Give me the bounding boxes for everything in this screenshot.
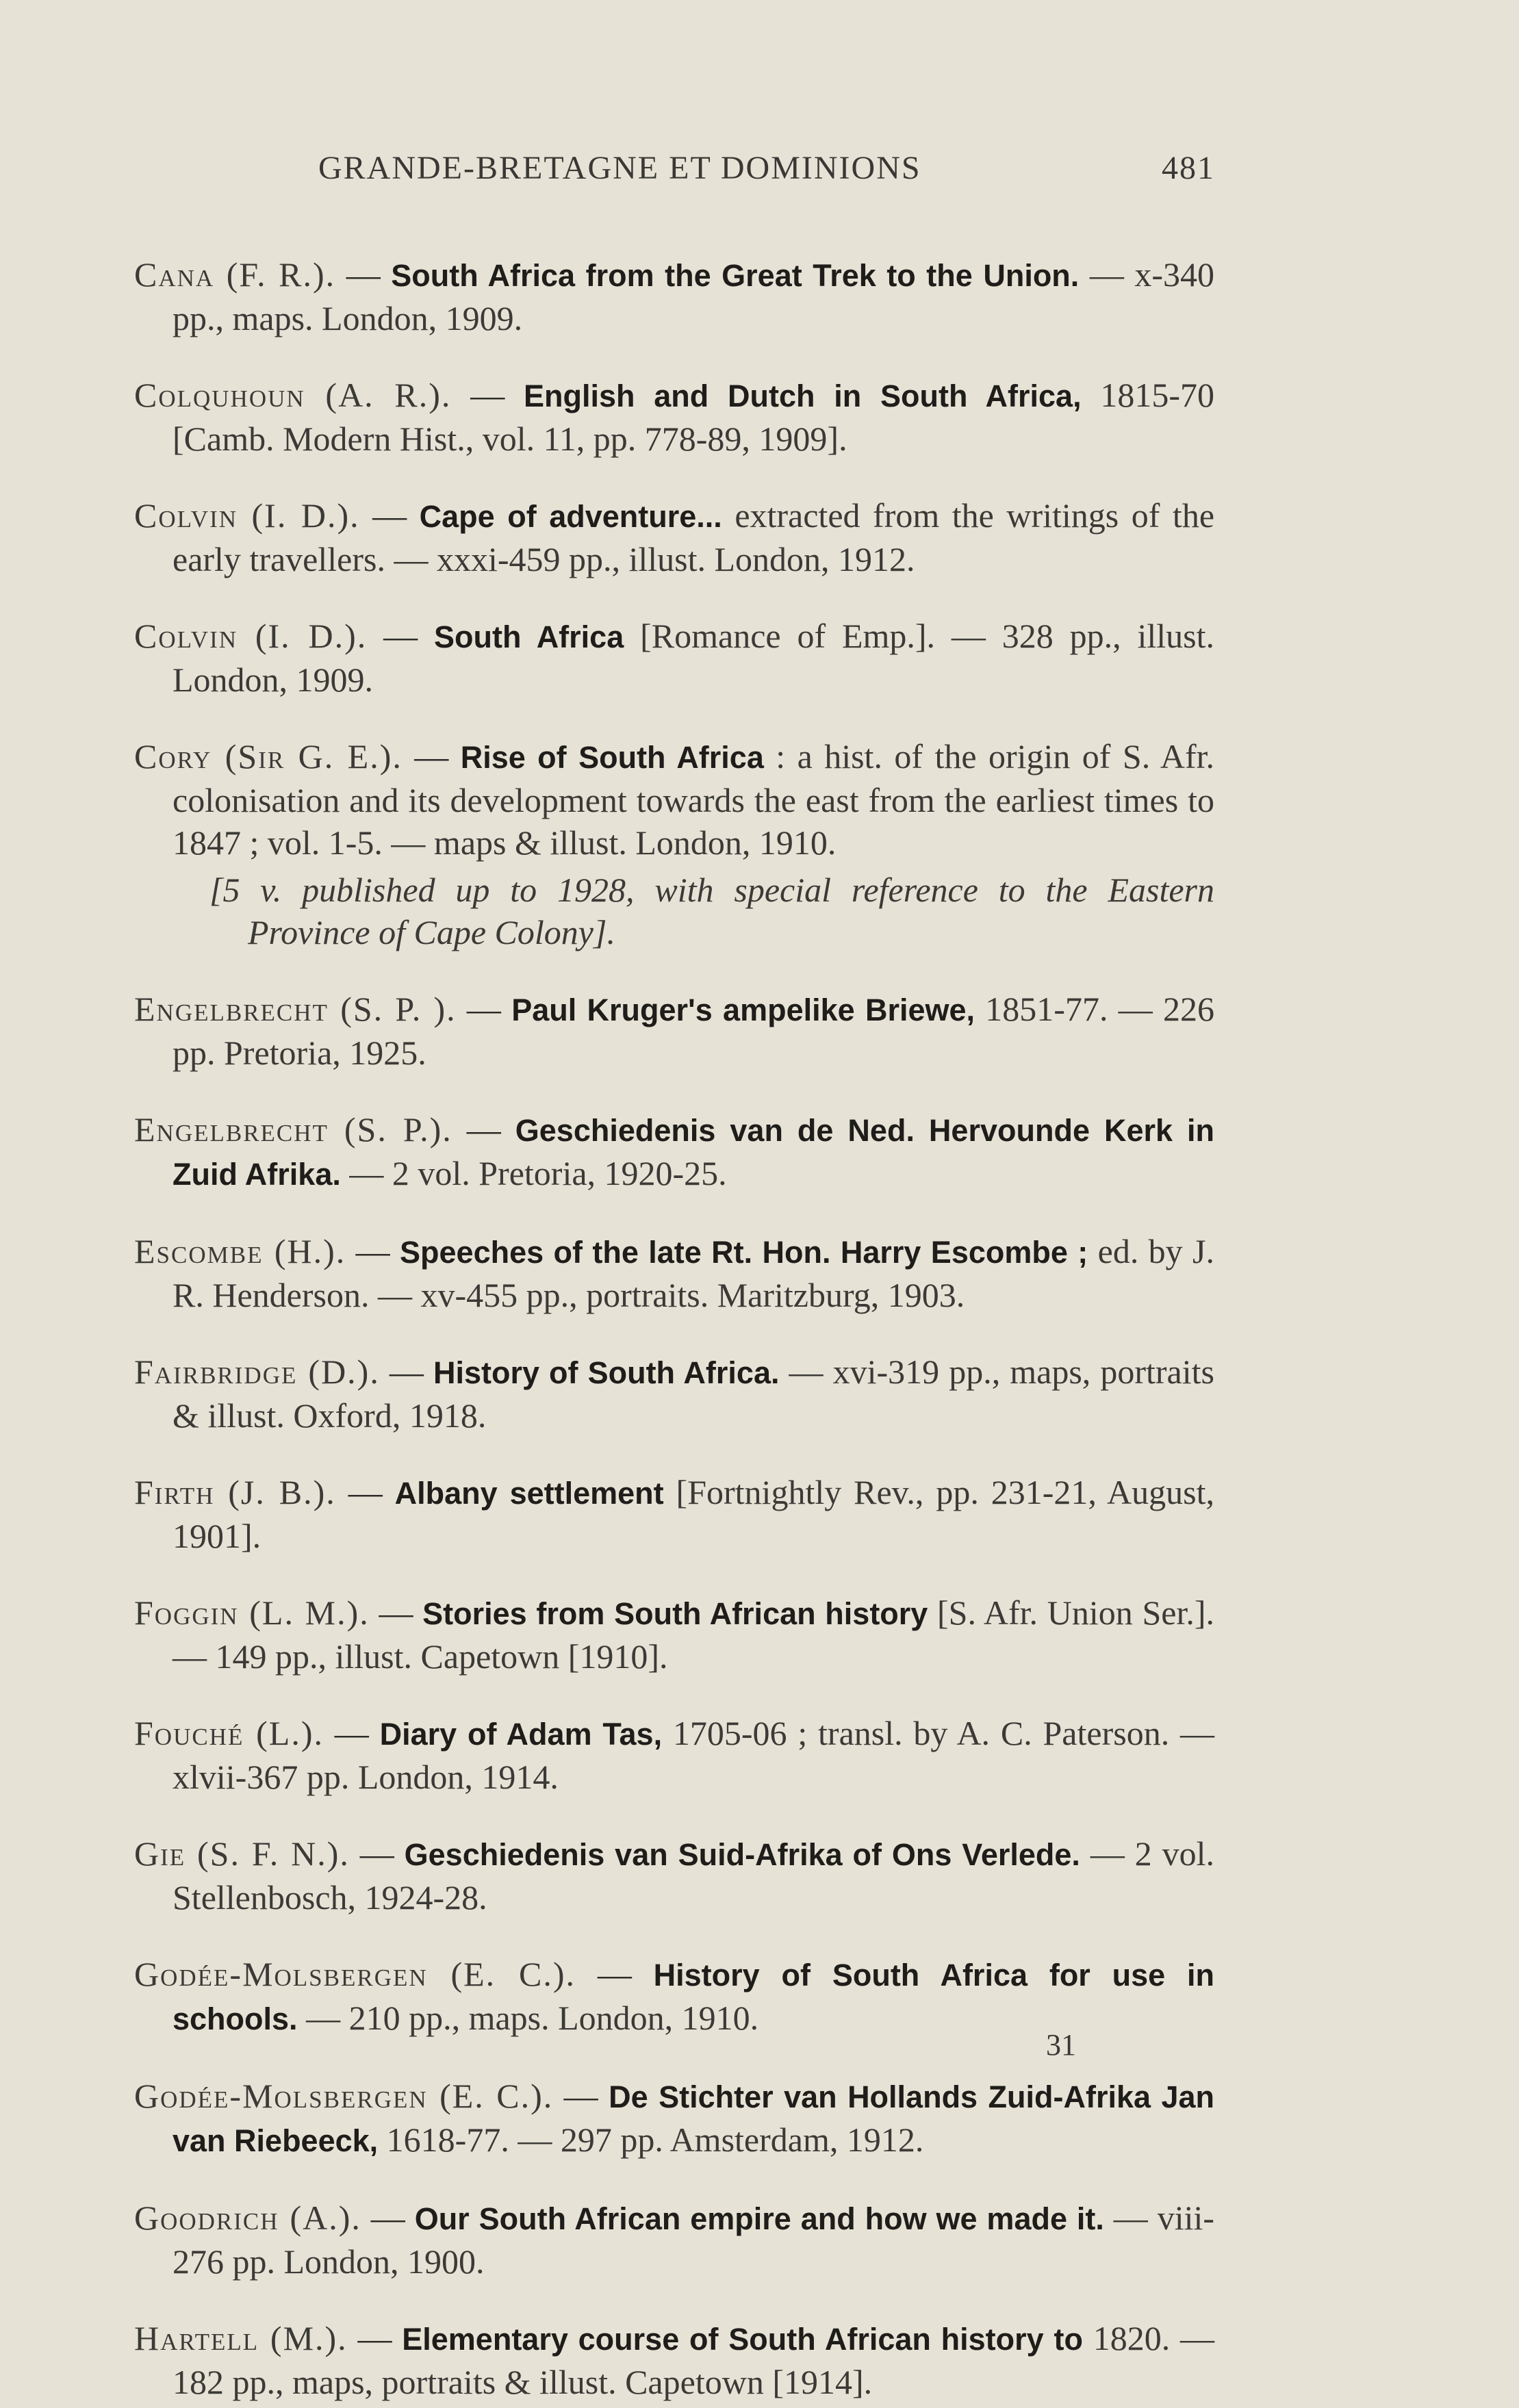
- entry-title: Albany settlement: [394, 1476, 664, 1511]
- entry-note: [5 v. published up to 1928, with special reference to the Eastern Province of Cape Colony].: [209, 871, 1214, 951]
- entry-author: Cana (F. R.).: [134, 255, 336, 294]
- entry-author: Firth (J. B.).: [134, 1473, 336, 1511]
- entry-details: — xvi-319 pp., maps, portraits & illust. Oxford, 1918.: [173, 1353, 1214, 1435]
- entry-author: Fairbridge (D.).: [134, 1353, 380, 1391]
- entry-title: South Africa: [434, 619, 624, 654]
- entry-author: Colquhoun (A. R.).: [134, 376, 452, 414]
- entry-details: [Fortnightly Rev., pp. 231-21, August, 1901].: [173, 1473, 1214, 1555]
- entry-author: Foggin (L. M.).: [134, 1593, 370, 1632]
- entry-author: Godée-Molsbergen (E. C.).: [134, 1955, 576, 1993]
- bibliography-entry: Foggin (L. M.). — Stories from South African history [S. Afr. Union Ser.]. — 149 pp., illust. Capetown [1910].: [134, 1593, 1214, 1676]
- entry-details: 1618-77. — 297 pp. Amsterdam, 1912.: [378, 2121, 924, 2159]
- entry-title: Rise of South Africa: [460, 740, 764, 775]
- entry-author: Goodrich (A.).: [134, 2199, 361, 2237]
- entry-title: Speeches of the late Rt. Hon. Harry Escombe ;: [400, 1235, 1088, 1270]
- entry-details: : a hist. of the origin of S. Afr. colonisation and its development towards the east from the earliest times to 1847 ; vol. 1-5. — maps & illust. London, 1910.: [173, 737, 1215, 862]
- entry-details: 1705-06 ; transl. by A. C. Paterson. — xlvii-367 pp. London, 1914.: [173, 1714, 1214, 1796]
- entry-details: — 2 vol. Stellenbosch, 1924-28.: [173, 1834, 1215, 1917]
- bibliography-entry: Gie (S. F. N.). — Geschiedenis van Suid-Afrika of Ons Verlede. — 2 vol. Stellenbosch, 1924-28.: [134, 1834, 1215, 1917]
- entry-author: Colvin (I. D.).: [134, 617, 368, 655]
- bibliography-entry: Hartell (M.). — Elementary course of South African history to 1820. — 182 pp., maps, portraits & illust. Capetown [1914].: [134, 2319, 1215, 2401]
- entry-details: ed. by J. R. Henderson. — xv-455 pp., portraits. Maritzburg, 1903.: [173, 1232, 1215, 1314]
- signature-mark: 31: [1046, 2028, 1076, 2062]
- bibliography-entry: Firth (J. B.). — Albany settlement [Fortnightly Rev., pp. 231-21, August, 1901].: [134, 1473, 1214, 1555]
- entry-author: Godée-Molsbergen (E. C.).: [134, 2077, 554, 2115]
- bibliography-entry: Colvin (I. D.). — Cape of adventure... extracted from the writings of the early travellers. — xxxi-459 pp., illust. London, 1912.: [134, 496, 1215, 578]
- entry-author: Gie (S. F. N.).: [134, 1834, 350, 1873]
- bibliography-entry: Godée-Molsbergen (E. C.). — De Stichter van Hollands Zuid-Afrika Jan van Riebeeck, 1618-77. — 297 pp. Amsterdam, 1912.: [134, 2077, 1215, 2159]
- entry-author: Hartell (M.).: [134, 2319, 348, 2357]
- entry-title: History of South Africa for use in schools.: [173, 1958, 1215, 2036]
- entry-title: History of South Africa.: [433, 1355, 780, 1390]
- entry-details: — viii-276 pp. London, 1900.: [173, 2199, 1215, 2281]
- entry-title: Diary of Adam Tas,: [379, 1717, 663, 1752]
- entry-title: English and Dutch in South Africa,: [523, 379, 1082, 413]
- bibliography-entry: Escombe (H.). — Speeches of the late Rt. Hon. Harry Escombe ; ed. by J. R. Henderson. — xv-455 pp., portraits. Maritzburg, 1903.: [134, 1232, 1215, 1314]
- header-title: GRANDE-BRETAGNE ET DOMINIONS: [318, 150, 921, 186]
- bibliography-entry: Engelbrecht (S. P. ). — Paul Kruger's ampelike Briewe, 1851-77. — 226 pp. Pretoria, 1925.: [134, 990, 1215, 1072]
- bibliography-entry: Engelbrecht (S. P.). — Geschiedenis van de Ned. Hervounde Kerk in Zuid Afrika. — 2 vol. Pretoria, 1920-25.: [134, 1110, 1215, 1192]
- entry-title: Geschiedenis van de Ned. Hervounde Kerk in Zuid Afrika.: [173, 1113, 1215, 1192]
- entry-details: — 2 vol. Pretoria, 1920-25.: [340, 1154, 727, 1192]
- entry-title: De Stichter van Hollands Zuid-Afrika Jan van Riebeeck,: [173, 2079, 1215, 2158]
- entry-author: Engelbrecht (S. P.).: [134, 1110, 452, 1149]
- entry-title: South Africa from the Great Trek to the Union.: [391, 258, 1080, 293]
- entry-title: Elementary course of South African history to: [402, 2322, 1083, 2357]
- entry-details: — 210 pp., maps. London, 1910.: [297, 1999, 759, 2037]
- entry-details: [Romance of Emp.]. — 328 pp., illust. London, 1909.: [173, 617, 1215, 699]
- entry-details: — x-340 pp., maps. London, 1909.: [173, 255, 1214, 337]
- bibliography-entry: Godée-Molsbergen (E. C.). — History of South Africa for use in schools. — 210 pp., maps. London, 1910.: [134, 1955, 1215, 2037]
- entry-title: Cape of adventure...: [419, 499, 722, 534]
- bibliography-list: [134, 219, 1214, 2408]
- entry-title: Paul Kruger's ampelike Briewe,: [511, 992, 975, 1027]
- bibliography-entry: Fouché (L.). — Diary of Adam Tas, 1705-06 ; transl. by A. C. Paterson. — xlvii-367 pp. London, 1914.: [134, 1714, 1214, 1796]
- entry-author: Cory (Sir G. E.).: [134, 737, 403, 776]
- bibliography-entry: Cana (F. R.). — South Africa from the Great Trek to the Union. — x-340 pp., maps. London, 1909.: [134, 255, 1214, 337]
- entry-details: 1851-77. — 226 pp. Pretoria, 1925.: [173, 990, 1215, 1072]
- entry-details: 1820. — 182 pp., maps, portraits & illust. Capetown [1914].: [173, 2319, 1215, 2401]
- entry-details: [S. Afr. Union Ser.]. — 149 pp., illust. Capetown [1910].: [173, 1593, 1214, 1676]
- entry-title: Our South African empire and how we made it.: [414, 2201, 1104, 2236]
- bibliography-entry: Fairbridge (D.). — History of South Africa. — xvi-319 pp., maps, portraits & illust. Oxford, 1918.: [134, 1353, 1214, 1435]
- entry-author: Escombe (H.).: [134, 1232, 346, 1270]
- entry-title: Stories from South African history: [422, 1596, 928, 1631]
- page-number: 481: [1162, 150, 1215, 186]
- entry-details: extracted from the writings of the early travellers. — xxxi-459 pp., illust. London, 1912.: [173, 496, 1215, 578]
- bibliography-entry: Colquhoun (A. R.). — English and Dutch in South Africa, 1815-70 [Camb. Modern Hist., vol. 11, pp. 778-89, 1909].: [134, 376, 1215, 458]
- bibliography-entry: Colvin (I. D.). — South Africa [Romance of Emp.]. — 328 pp., illust. London, 1909.: [134, 617, 1215, 699]
- entry-title: Geschiedenis van Suid-Afrika of Ons Verlede.: [404, 1837, 1080, 1872]
- running-header: [318, 149, 1215, 197]
- entry-author: Fouché (L.).: [134, 1714, 324, 1752]
- entry-details: 1815-70 [Camb. Modern Hist., vol. 11, pp. 778-89, 1909].: [173, 376, 1215, 458]
- entry-author: Colvin (I. D.).: [134, 496, 360, 535]
- entry-author: Engelbrecht (S. P. ).: [134, 990, 457, 1028]
- bibliography-entry: Cory (Sir G. E.). — Rise of South Africa : a hist. of the origin of S. Afr. colonisation and its development towards the east from the earliest times to 1847 ; vol. 1-5. — maps & illust. London, 1910.: [134, 737, 1215, 862]
- bibliography-entry: Goodrich (A.). — Our South African empire and how we made it. — viii-276 pp. London, 1900.: [134, 2199, 1215, 2281]
